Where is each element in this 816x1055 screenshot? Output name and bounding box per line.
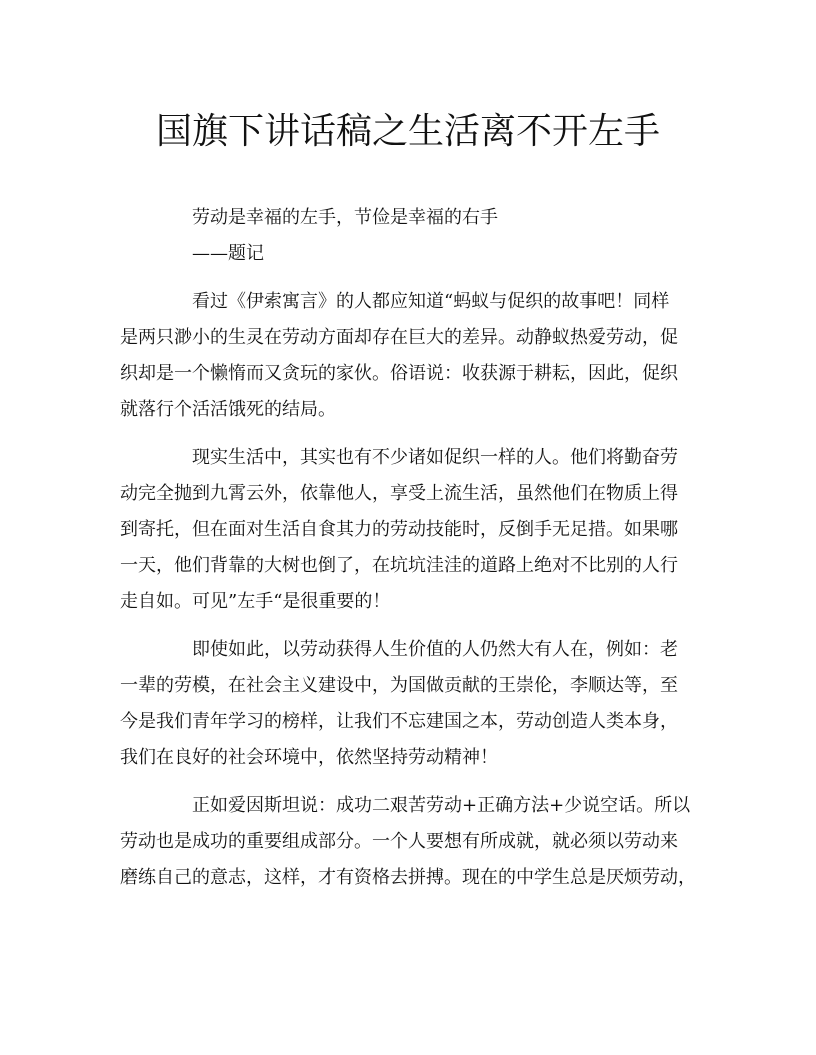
document-body	[120, 200, 696, 896]
paragraph-2-line-1: 现实生活中，其实也有不少诸如促织一样的人。他们将勤奋劳	[192, 447, 678, 468]
paragraph-4-line-2: 劳动也是成功的重要组成部分。一个人要想有所成就，就必须以劳动来	[120, 831, 678, 852]
epigraph: 劳动是幸福的左手，节俭是幸福的右手	[192, 207, 498, 228]
paragraph-1-line-3: 织却是一个懒惰而又贪玩的家伙。俗语说：收获源于耕耘，因此，促织	[120, 363, 678, 384]
paragraph-2-line-3: 到寄托，但在面对生活自食其力的劳动技能时，反倒手无足措。如果哪	[120, 519, 678, 540]
paragraph-1-line-4: 就落行个活活饿死的结局。	[120, 399, 336, 420]
paragraph-3-line-3: 今是我们青年学习的榜样，让我们不忘建国之本，劳动创造人类本身，	[120, 711, 678, 732]
paragraph-3-line-2: 一辈的劳模，在社会主义建设中，为国做贡献的王崇伦，李顺达等，至	[120, 675, 678, 696]
paragraph-3-line-1: 即使如此，以劳动获得人生价值的人仍然大有人在，例如：老	[192, 639, 678, 660]
paragraph-1-line-1: 看过《伊索寓言》的人都应知道“蚂蚁与促织的故事吧！同样	[192, 291, 670, 312]
paragraph-1-line-2: 是两只渺小的生灵在劳动方面却存在巨大的差异。动静蚁热爱劳动，促	[120, 327, 678, 348]
paragraph-2-line-4: 一天，他们背靠的大树也倒了，在坑坑洼洼的道路上绝对不比别的人行	[120, 555, 678, 576]
paragraph-2-line-2: 动完全抛到九霄云外，依靠他人，享受上流生活，虽然他们在物质上得	[120, 483, 678, 504]
page-title: 国旗下讲话稿之生活离不开左手	[155, 111, 660, 152]
paragraph-2-line-5: 走自如。可见”左手“是很重要的！	[120, 591, 391, 612]
paragraph-3-line-4: 我们在良好的社会环境中，依然坚持劳动精神！	[120, 747, 498, 768]
paragraph-4-line-3: 磨练自己的意志，这样，才有资格去拼搏。现在的中学生总是厌烦劳动，	[120, 867, 696, 888]
paragraph-4-line-1: 正如爱因斯坦说：成功二艰苦劳动+正确方法+少说空话。所以	[192, 795, 691, 816]
epigraph-attribution: ——题记	[192, 243, 264, 264]
